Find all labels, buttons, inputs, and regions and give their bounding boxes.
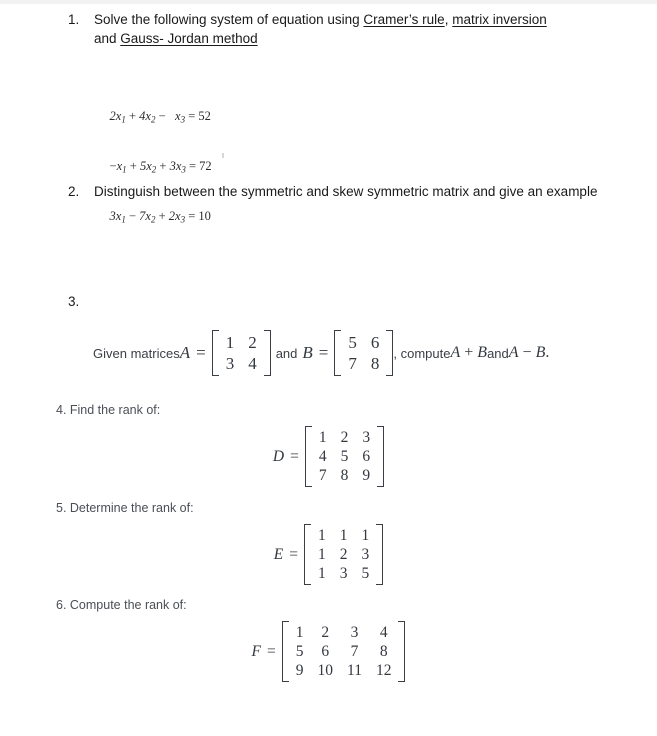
- matrix-cell: 3: [339, 565, 348, 582]
- question-1-separator: ,: [444, 12, 453, 27]
- matrix-cell: 4: [248, 354, 257, 373]
- matrix-cell: 11: [347, 662, 362, 679]
- matrix-cell: 8: [370, 354, 380, 373]
- matrix-row: [341, 332, 386, 353]
- question-5-matrix-block: [0, 524, 657, 585]
- matrix-cell: 5: [348, 333, 357, 352]
- matrix-a-label: A: [179, 343, 191, 362]
- matrix-row: [311, 564, 376, 583]
- expr2-operand-b: B: [535, 344, 546, 361]
- matrix-f-bracket: [282, 621, 406, 682]
- question-3-number: 3.: [68, 294, 80, 309]
- matrix-cell: 9: [362, 467, 371, 484]
- matrix-cell: 6: [370, 333, 380, 352]
- matrix-row: [219, 353, 264, 374]
- matrix-d-expression: [273, 426, 384, 487]
- matrix-row: [289, 623, 399, 642]
- question-2-number: 2.: [68, 184, 80, 199]
- matrix-b-label: B: [302, 343, 313, 362]
- matrix-a: [219, 332, 264, 374]
- question-1-underline-gauss-jordan: Gauss- Jordan method: [120, 31, 258, 46]
- matrix-cell: 3: [361, 546, 370, 563]
- question-3-body: [93, 330, 549, 376]
- matrix-cell: 7: [348, 354, 357, 373]
- matrix-cell: 3: [362, 429, 371, 446]
- matrix-cell: 8: [340, 467, 349, 484]
- question-3-tail: , compute: [393, 345, 451, 361]
- matrix-d-equals: =: [290, 447, 299, 465]
- matrix-cell: 1: [318, 429, 327, 446]
- matrix-cell: 4: [318, 448, 327, 465]
- question-1-underline-matrix-inversion: matrix inversion: [452, 12, 547, 27]
- matrix-row: [289, 642, 399, 661]
- matrix-cell: 6: [321, 643, 330, 660]
- matrix-e-expression: [274, 524, 383, 585]
- matrix-row: [311, 545, 376, 564]
- matrix-cell: 2: [340, 429, 349, 446]
- question-4-matrix-block: [0, 426, 657, 487]
- matrix-row: [289, 661, 399, 680]
- expr2-operand-a: A: [508, 344, 519, 361]
- question-6-prompt: 6. Compute the rank of:: [56, 598, 187, 612]
- equation-row: $2x_1 + 4x_2 - x_3 = 52$: [109, 108, 211, 125]
- matrix-e-bracket: [304, 524, 383, 585]
- question-3-and: and: [487, 345, 509, 361]
- question-6-matrix-block: [0, 621, 657, 682]
- matrix-cell: 10: [317, 662, 334, 679]
- matrix-cell: 1: [339, 527, 348, 544]
- matrix-e-equals: =: [289, 545, 298, 563]
- matrix-f-label: F: [251, 642, 262, 660]
- matrix-cell: 1: [295, 624, 304, 641]
- matrix-cell: 1: [317, 565, 326, 582]
- question-1-equations: [97, 93, 212, 243]
- question-1: [68, 10, 628, 48]
- matrix-e-label: E: [273, 545, 284, 563]
- matrix-b-equals: =: [318, 343, 329, 362]
- scan-speck: [222, 153, 224, 158]
- question-1-text-before: Solve the following system of equation using: [94, 12, 364, 27]
- expr1-operand-b: B: [477, 344, 488, 361]
- matrix-cell: 8: [379, 643, 388, 660]
- matrix-row: [312, 447, 377, 466]
- matrix-cell: 1: [225, 333, 235, 352]
- matrix-cell: 2: [248, 333, 257, 352]
- question-2: [68, 182, 613, 201]
- matrix-b-expression: [302, 330, 393, 376]
- question-1-underline-cramers-rule: Cramer’s rule: [363, 12, 445, 27]
- matrix-row: [311, 526, 376, 545]
- matrix-row: [312, 466, 377, 485]
- matrix-d-bracket: [305, 426, 384, 487]
- matrix-f-expression: [252, 621, 406, 682]
- matrix-f: [289, 623, 399, 680]
- matrix-cell: 1: [317, 527, 326, 544]
- matrix-cell: 7: [318, 467, 327, 484]
- question-5-prompt: 5. Determine the rank of:: [56, 501, 194, 515]
- matrix-cell: 5: [361, 565, 370, 582]
- question-1-text: [94, 10, 628, 48]
- question-1-line2-before: and: [94, 31, 121, 46]
- page-top-strip: [0, 0, 657, 4]
- matrix-row: [341, 353, 386, 374]
- expr1-operator: +: [464, 344, 474, 361]
- matrix-cell: 3: [225, 354, 235, 373]
- matrix-cell: 5: [295, 643, 304, 660]
- matrix-row: [312, 428, 377, 447]
- matrix-cell: 6: [362, 448, 371, 465]
- matrix-d-label: D: [272, 447, 285, 465]
- question-3-mid: and: [275, 345, 298, 361]
- question-1-number: 1.: [68, 12, 80, 27]
- matrix-a-expression: [180, 330, 271, 376]
- question-3-lead: Given matrices: [93, 345, 180, 361]
- question-3-period: .: [545, 344, 550, 361]
- matrix-cell: 1: [361, 527, 370, 544]
- matrix-a-equals: =: [196, 343, 206, 362]
- matrix-f-equals: =: [267, 642, 276, 660]
- expr2-operator: −: [522, 344, 532, 361]
- equation-row: $3x_1 - 7x_2 + 2x_3 = 10$: [109, 208, 211, 225]
- matrix-d: [312, 428, 377, 485]
- question-4-prompt: 4. Find the rank of:: [56, 403, 161, 417]
- matrix-cell: 2: [321, 624, 330, 641]
- matrix-cell: 9: [295, 662, 304, 679]
- matrix-a-bracket: [212, 330, 271, 376]
- question-2-text: Distinguish between the symmetric and skew symmetric matrix and give an example: [94, 184, 598, 199]
- matrix-row: [219, 332, 264, 353]
- matrix-cell: 7: [350, 643, 359, 660]
- matrix-cell: 12: [375, 662, 392, 679]
- matrix-b-bracket: [334, 330, 393, 376]
- matrix-cell: 1: [317, 546, 326, 563]
- matrix-cell: 4: [379, 624, 388, 641]
- question-3: [68, 294, 648, 374]
- equation-row: $-x_1 + 5x_2 + 3x_3 = 72$: [109, 158, 212, 175]
- matrix-cell: 5: [340, 448, 349, 465]
- matrix-cell: 3: [350, 624, 359, 641]
- expr1-operand-a: A: [450, 344, 461, 361]
- matrix-cell: 2: [339, 546, 348, 563]
- matrix-e: [311, 526, 376, 583]
- matrix-b: [341, 332, 386, 374]
